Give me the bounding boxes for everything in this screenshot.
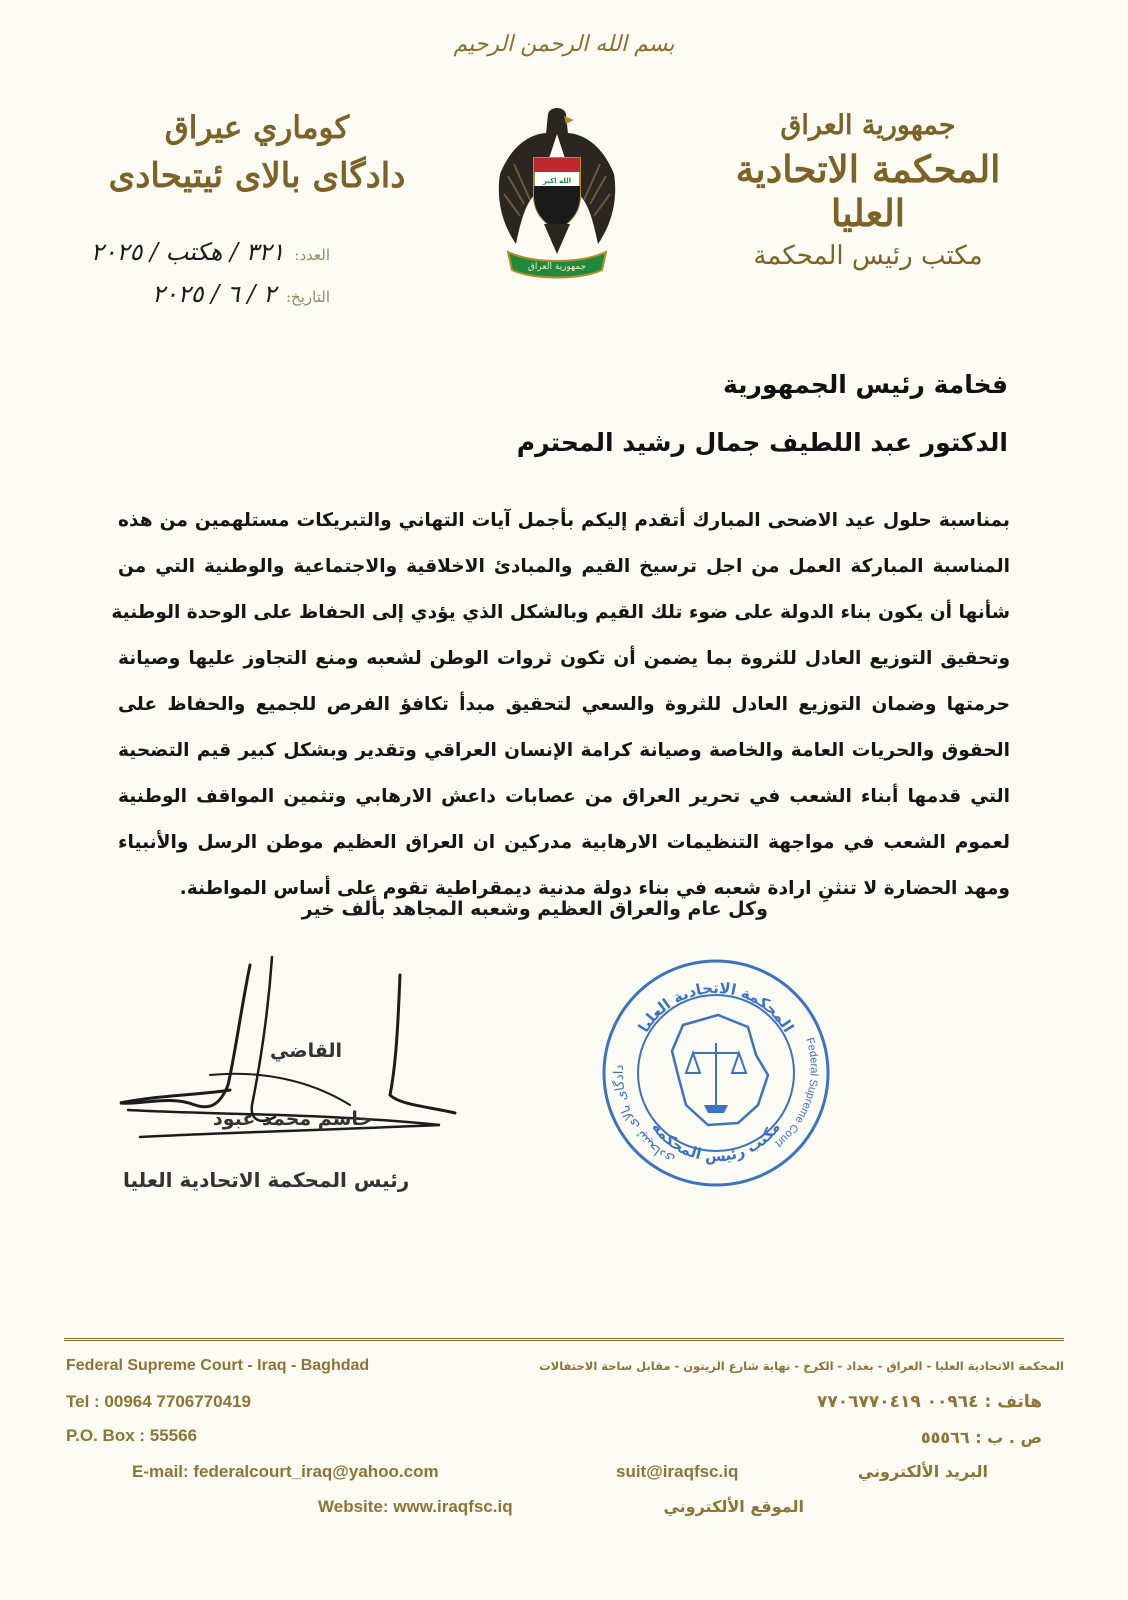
court-seal-icon (598, 955, 834, 1191)
footer-pobox-ar: ص . ب : ٥٥٥٦٦ (920, 1428, 1042, 1447)
signatory-name: جاسم محمد عبود (213, 1108, 373, 1130)
footer-email-label-ar: البريد الألكتروني (857, 1462, 988, 1481)
body-line: وتحقيق التوزيع العادل للثروة بما يضمن أن تكون ثروات الوطن لشعبه ومنع التجاوز عليها وصيانة (118, 648, 1010, 669)
recipient-name: الدكتور عبد اللطيف جمال رشيد المحترم (516, 428, 1008, 457)
body-line: لعموم الشعب في مواجهة التنظيمات الارهابية مدركين ان العراق العظيم موطن الرسل والأنبياء (118, 832, 1010, 853)
footer-email-primary: E-mail: federalcourt_iraq@yahoo.com (132, 1462, 439, 1481)
republic-title: جمهورية العراق (780, 110, 956, 141)
reference-block (30, 238, 330, 322)
footer-website-label-ar: الموقع الألكتروني (663, 1497, 804, 1516)
letterhead-kurdish (92, 110, 422, 196)
footer-address-en: Federal Supreme Court - Iraq - Baghdad (66, 1357, 370, 1374)
signatory-title: القاضي (270, 1040, 343, 1062)
svg-text:المحكمة الاتحادية العليا (635, 979, 798, 1036)
body-line: المناسبة المباركة العمل من اجل ترسيخ القيم والمبادئ الاخلاقية والاجتماعية والوطنية التي من (118, 556, 1010, 577)
reference-number-value: ٣٢١ / هكتب / ٢٠٢٥ (90, 238, 285, 266)
reference-date-label: التاريخ: (286, 288, 330, 306)
court-title: المحكمة الاتحادية العليا (735, 147, 1001, 235)
kurdish-republic-title: كوماري عيراق (164, 110, 350, 146)
office-title: مكتب رئيس المحكمة (753, 241, 983, 271)
body-line: حرمتها وضمان التوزيع العادل للثروة والسعي لتحقيق مبدأ تكافؤ الفرص للجميع والحفاظ على (118, 694, 1010, 715)
footer-phone-en: Tel : 00964 7706770419 (66, 1392, 251, 1411)
seal-top-text: المحكمة الاتحادية العليا (634, 978, 798, 1036)
letterhead-arabic (703, 110, 1033, 271)
footer-website: Website: www.iraqfsc.iq (318, 1497, 513, 1516)
seal-bottom-text: مكتب رئيس المحكمة (648, 1118, 784, 1166)
closing-greeting: وكل عام والعراق العظيم وشعبه المجاهد بألف خير (301, 898, 768, 920)
reference-date-value: ٢ / ٦ / ٢٠٢٥ (151, 280, 276, 308)
body-line: التي قدمها أبناء الشعب في تحرير العراق من عصابات داعش الارهابي وتثمين المواقف الوطنية (118, 786, 1010, 807)
footer-phone-ar: هاتف : ٠٠٩٦٤ ٧٧٠٦٧٧٠٤١٩ (816, 1392, 1042, 1412)
iraq-eagle-emblem-icon (494, 104, 620, 284)
emblem-banner-text: جمهورية العراق (527, 262, 587, 272)
svg-text:دادگای بالای ئیتیحادی (611, 1064, 677, 1167)
recipient-title: فخامة رئيس الجمهورية (723, 370, 1008, 399)
body-line: الحقوق والحريات العامة والخاصة وصيانة كرامة الإنسان العراقي وتقدير وبشكل كبير قيم التضحية (118, 740, 1010, 761)
footer-email-secondary: suit@iraqfsc.iq (616, 1462, 739, 1481)
body-line: ومهد الحضارة لا تنثنِ ارادة شعبه في بناء دولة مدنية ديمقراطية تقوم على أساس المواطنة. (179, 878, 1010, 899)
body-line: بمناسبة حلول عيد الاضحى المبارك أتقدم إليكم بأجمل آيات التهاني والتبريكات مستلهمين من هذه (118, 510, 1010, 531)
kurdish-court-title: دادگای بالای ئیتیحادی (108, 156, 406, 196)
emblem-flag-text: الله اكبر (542, 177, 572, 185)
seal-right-text: Federal Supreme Court (772, 1036, 820, 1150)
reference-number-label: العدد: (294, 246, 330, 264)
letter-body (111, 498, 1010, 912)
body-line: شأنها أن يكون بناء الدولة على ضوء تلك القيم وبالشكل الذي يؤدي إلى الحفاظ على الوحدة الوطنية (111, 602, 1010, 623)
footer-address-ar: المحكمة الاتحادية العليا - العراق - بغداد - الكرخ - نهاية شارع الزيتون - مقابل ساحة الاحتفالات (539, 1359, 1064, 1373)
basmala: بسم الله الرحمن الرحيم (453, 32, 675, 57)
footer-pobox-en: P.O. Box : 55566 (66, 1426, 198, 1445)
signatory-position: رئيس المحكمة الاتحادية العليا (123, 1168, 410, 1192)
footer-divider (64, 1338, 1064, 1341)
seal-left-text: دادگای بالای ئیتیحادی (611, 1064, 678, 1168)
reference-date-row (30, 280, 330, 322)
reference-number-row (30, 238, 330, 280)
